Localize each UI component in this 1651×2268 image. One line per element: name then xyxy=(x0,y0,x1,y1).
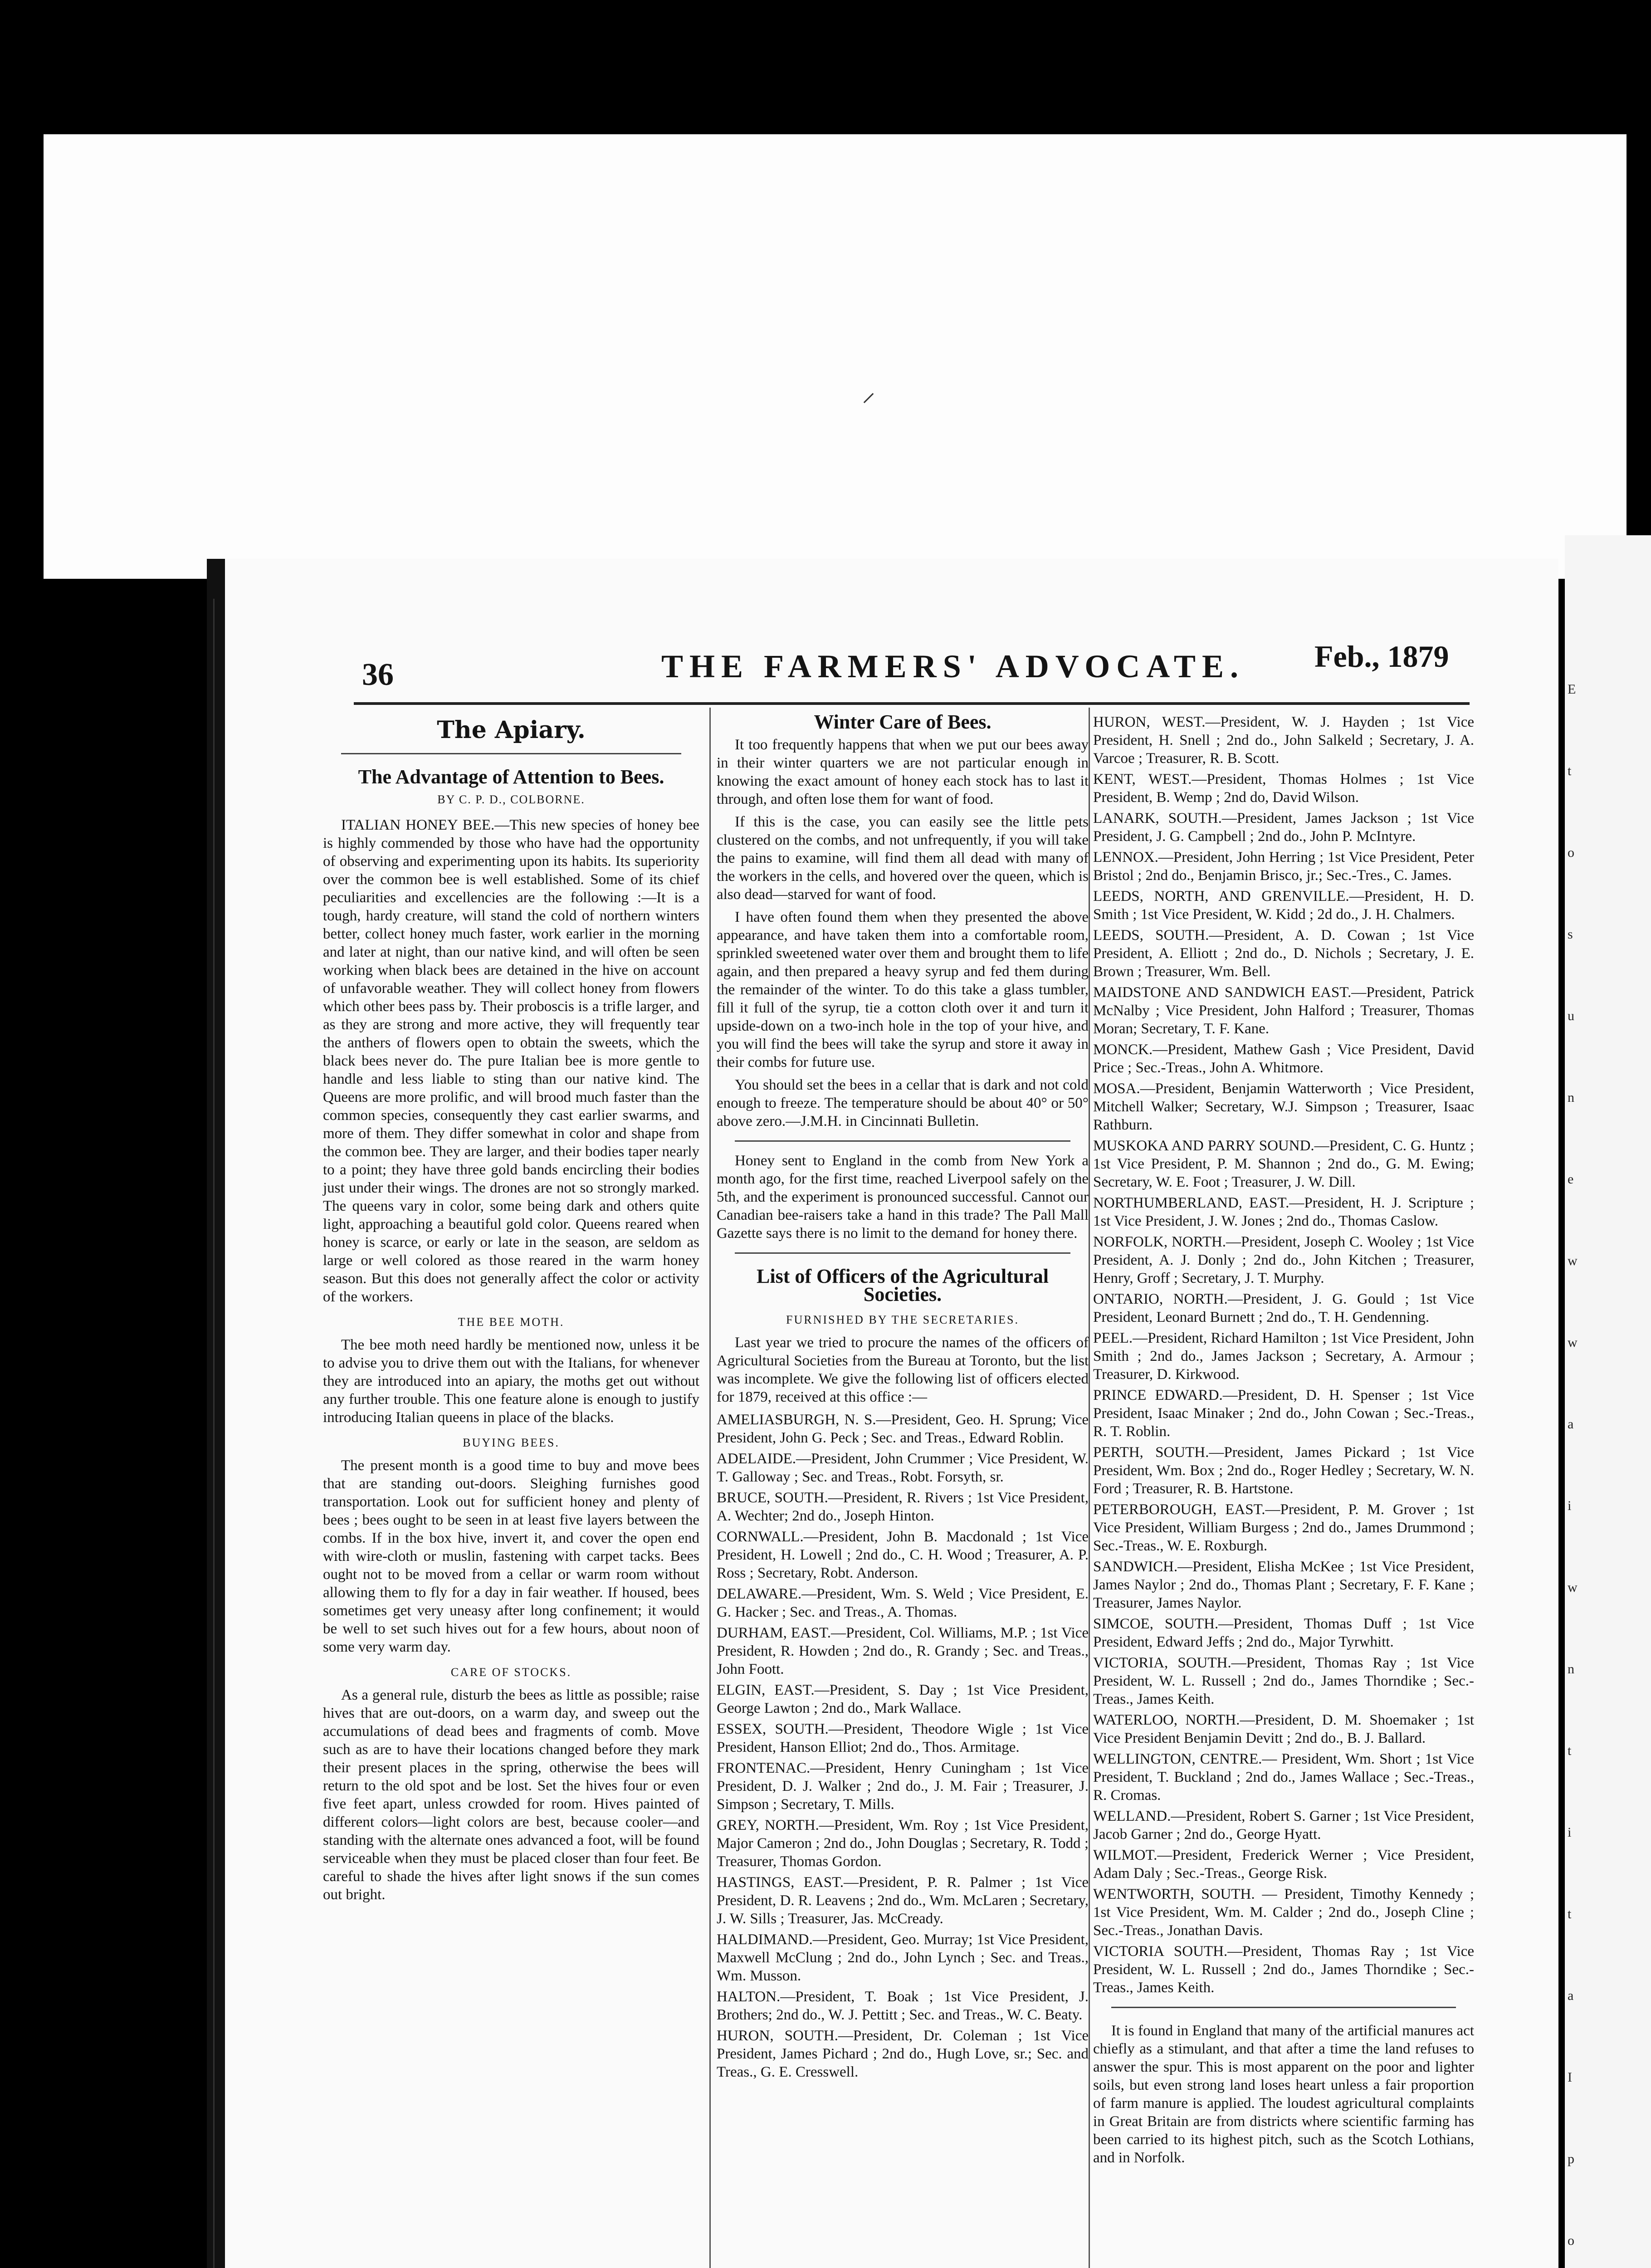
page-header xyxy=(362,639,1451,693)
officer-entry: LEEDS, SOUTH.—President, A. D. Cowan ; 1st Vice President, A. Elliott ; 2nd do., D. Nichols ; Secretary, J. E. Brown ; Treasurer, Wm. Bell. xyxy=(1093,927,1474,980)
officer-entry: GREY, NORTH.—President, Wm. Roy ; 1st Vice President, Major Cameron ; 2nd do., John Douglas ; Secretary, R. Todd ; Treasurer, Thomas Gordon. xyxy=(717,1817,1089,1870)
article-paragraph: The bee moth need hardly be mentioned now, unless it be to advise you to drive them out with the Italians, for whenever they are introduced into an apiary, the moths get out without any further trouble. This one feature alone is enough to justify introducing Italian queens in place of the blacks. xyxy=(323,1337,699,1426)
officer-entry: WATERLOO, NORTH.—President, D. M. Shoemaker ; 1st Vice President Benjamin Devitt ; 2nd do., B. J. Ballard. xyxy=(1093,1712,1474,1746)
officer-entry: WILMOT.—President, Frederick Werner ; Vice President, Adam Daly ; Sec.-Treas., George Risk. xyxy=(1093,1847,1474,1882)
officer-entry: MAIDSTONE AND SANDWICH EAST.—President, Patrick McNalby ; Vice President, John Halford ; Treasurer, Thomas Moran; Secretary, T. F. Kane. xyxy=(1093,984,1474,1037)
officer-entry: HALTON.—President, T. Boak ; 1st Vice President, J. Brothers; 2nd do., W. J. Pettitt ; Sec. and Treas., W. C. Beaty. xyxy=(717,1989,1089,2023)
article-paragraph: It too frequently happens that when we put our bees away in their winter quarters we are not particular enough in knowing the exact amount of honey each stock has to last it through, and often lose them for want of food. xyxy=(717,737,1089,807)
facing-page-letter: t xyxy=(1568,763,1572,778)
officer-list xyxy=(717,1411,1089,2081)
subheading: CARE OF STOCKS. xyxy=(450,1666,572,1679)
binding-gutter xyxy=(213,599,215,2268)
officer-entry: VICTORIA, SOUTH.—President, Thomas Ray ; 1st Vice President, W. L. Russell ; 2nd do., James Thorndike ; Sec.-Treas., James Keith. xyxy=(1093,1655,1474,1707)
scan-dark-edge xyxy=(1627,134,1651,579)
facing-page-letter: s xyxy=(1568,927,1573,942)
article-paragraph: You should set the bees in a cellar that is dark and not cold enough to freeze. The temperature should be about 40° or 50° above zero.—J.M.H. in Cincinnati Bulletin. xyxy=(717,1077,1089,1129)
divider xyxy=(735,1252,1070,1254)
officer-entry: AMELIASBURGH, N. S.—President, Geo. H. Sprung; Vice President, John G. Peck ; Sec. and Treas., Edward Roblin. xyxy=(717,1412,1089,1446)
section-heading: The Apiary. xyxy=(437,716,586,744)
facing-page-letter: p xyxy=(1568,2151,1574,2166)
officer-list xyxy=(1093,713,1474,1997)
facing-page-letter: i xyxy=(1568,1825,1572,1840)
facing-page-letter: o xyxy=(1568,2233,1574,2248)
column-winter-care xyxy=(717,713,1089,2084)
facing-page-letter: I xyxy=(1568,2070,1572,2085)
column-rule-2 xyxy=(1089,708,1090,2268)
article-paragraph: The present month is a good time to buy and move bees that are standing out-doors. Sleighing furnishes good transportation. Look out for sufficient honey and plenty of bees ; bees ought to be seen in at least five layers between the combs. If in the box hive, invert it, and cover the open end with wire-cloth or muslin, fastening with carpet tacks. Bees ought not to be moved from a cellar or warm room without allowing them to fly for a day in fair weather. If housed, bees sometimes get very uneasy after long confinement; it would be well to set such hives out for a few hours, about noon of some very warm day. xyxy=(323,1457,699,1655)
facing-page-letter: t xyxy=(1568,1906,1572,1921)
facing-page-letter: e xyxy=(1568,1172,1574,1187)
officer-entry: ESSEX, SOUTH.—President, Theodore Wigle ; 1st Vice President, Hanson Elliot; 2nd do., Thos. Armitage. xyxy=(717,1721,1089,1755)
officer-entry: DELAWARE.—President, Wm. S. Weld ; Vice President, E. G. Hacker ; Sec. and Treas., A. Thomas. xyxy=(717,1586,1089,1620)
officer-entry: FRONTENAC.—President, Henry Cuningham ; 1st Vice President, D. J. Walker ; 2nd do., J. M. Fair ; Treasurer, J. Simpson ; Secretary, T. Mills. xyxy=(717,1760,1089,1813)
article-paragraph: It is found in England that many of the artificial manures act chiefly as a stimulant, and that after a time the land refuses to answer the spur. This is most apparent on the poor and lighter soils, but even strong land loses heart unless a fair proportion of farm manure is applied. The loudest agricultural complaints in Great Britain are from districts where scientific farming has been carried to its highest pitch, such as the Scotch Lothians, and in Norfolk. xyxy=(1093,2023,1474,2166)
facing-page-letter: w xyxy=(1568,1580,1578,1595)
facing-page-letter: a xyxy=(1568,1988,1574,2003)
article-paragraph: I have often found them when they presented the above appearance, and have taken them into a comfortable room, sprinkled sweetened water over them and brought them to life again, and then prepared a heavy syrup and fed them during the remainder of the winter. To do this take a glass tumbler, fill it full of the syrup, tie a cotton cloth over it and turn it upside-down on a two-inch hole in the top of your hive, and you will find the bees will take the syrup and store it away in their combs for future use. xyxy=(717,909,1089,1070)
divider xyxy=(1111,2007,1456,2008)
officer-entry: KENT, WEST.—President, Thomas Holmes ; 1st Vice President, B. Wemp ; 2nd do, David Wilson. xyxy=(1093,771,1474,806)
facing-page-letter: w xyxy=(1568,1335,1578,1350)
officer-entry: NORTHUMBERLAND, EAST.—President, H. J. Scripture ; 1st Vice President, J. W. Jones ; 2nd do., Thomas Caslow. xyxy=(1093,1195,1474,1229)
officer-entry: HASTINGS, EAST.—President, P. R. Palmer ; 1st Vice President, D. R. Leavens ; 2nd do., Wm. McLaren ; Secretary, J. W. Sills ; Treasurer, Jas. McCready. xyxy=(717,1874,1089,1927)
facing-page-letter: w xyxy=(1568,1253,1578,1268)
publication-title: THE FARMERS' ADVOCATE. xyxy=(661,648,1245,684)
subheading: THE BEE MOTH. xyxy=(458,1315,565,1329)
header-rule xyxy=(354,702,1470,705)
officer-entry: HALDIMAND.—President, Geo. Murray; 1st Vice President, Maxwell McClung ; 2nd do., John Lynch ; Sec. and Treas., Wm. Musson. xyxy=(717,1931,1089,1984)
officer-entry: HURON, SOUTH.—President, Dr. Coleman ; 1st Vice President, James Pichard ; 2nd do., Hugh Love, sr.; Sec. and Treas., G. E. Cresswell. xyxy=(717,2028,1089,2080)
officer-entry: WELLINGTON, CENTRE.— President, Wm. Short ; 1st Vice President, T. Buckland ; 2nd do., James Wallace ; Sec.-Treas., R. Cromas. xyxy=(1093,1751,1474,1804)
subheading: BUYING BEES. xyxy=(463,1436,560,1449)
officer-entry: DURHAM, EAST.—President, Col. Williams, M.P. ; 1st Vice President, R. Howden ; 2nd do., R. Grandy ; Sec. and Treas., John Foott. xyxy=(717,1625,1089,1677)
officer-entry: NORFOLK, NORTH.—President, Joseph C. Wooley ; 1st Vice President, A. J. Donly ; 2nd do., John Kitchen ; Treasurer, Henry, Groff ; Secretary, J. T. Murphy. xyxy=(1093,1234,1474,1286)
officer-entry: WELLAND.—President, Robert S. Garner ; 1st Vice President, Jacob Garner ; 2nd do., George Hyatt. xyxy=(1093,1808,1474,1843)
facing-page-letter: E xyxy=(1568,682,1576,697)
article-paragraph: ITALIAN HONEY BEE.—This new species of honey bee is highly commended by those who have had the opportunity of observing and experimenting upon its habits. Its superiority over the common bee is well established. Some of its chief peculiarities and excellencies are the following :—It is a tough, hardy creature, will stand the cold of northern winters better, collect honey much faster, work earlier in the morning and later at night, than our native kind, and will often be seen working when black bees are detained in the hive on account of unfavorable weather. They will collect honey from flowers which other bees pass by. Their proboscis is a trifle larger, and as they are strong and more active, they will frequently tear the anthers of flowers open to obtain the sweets, which the black bees never do. The pure Italian bee is more gentle to handle and less liable to sting than our native kind. The Queens are more prolific, and will brood much faster than the common species, consequently they cast earlier swarms, and more of them. They differ somewhat in color and shape from the common bee. They are larger, and their bodies taper nearly to a point; they have three gold bands encircling their bodies just under their wings. The drones are not so strongly marked. The queens vary in color, some being dark and others quite light, approaching a beautiful gold color. Queens reared when honey is scarce, or early or late in the season, are seldom as large or well colored as those reared in the warm honey season. But this does not generally affect the color or activity of the workers. xyxy=(323,817,699,1305)
officer-entry: PETERBOROUGH, EAST.—President, P. M. Grover ; 1st Vice President, William Burgess ; 2nd do., James Drummond ; Sec.-Treas., W. E. Roxburgh. xyxy=(1093,1501,1474,1554)
column-officers-continued xyxy=(1093,713,1474,2171)
officer-entry: PERTH, SOUTH.—President, James Pickard ; 1st Vice President, Wm. Box ; 2nd do., Roger Hedley ; Secretary, W. N. Ford ; Treasurer, R. B. Hartstone. xyxy=(1093,1444,1474,1497)
officer-entry: LENNOX.—President, John Herring ; 1st Vice President, Peter Bristol ; 2nd do., Benjamin Brisco, jr.; Sec.-Tres., C. James. xyxy=(1093,849,1474,884)
facing-page-letter: a xyxy=(1568,1417,1574,1432)
list-intro: Last year we tried to procure the names of the officers of Agricultural Societies from the Bureau at Toronto, but the list was incomplete. We give the following list of officers elected for 1879, received at this office :— xyxy=(717,1334,1089,1405)
article-paragraph: If this is the case, you can easily see the little pets clustered on the combs, and not unfrequently, if you will take the pains to examine, will find them all dead with many of the workers in the cells, and hovered over the queen, which is also dead—starved for want of food. xyxy=(717,814,1089,903)
officer-entry: MOSA.—President, Benjamin Watterworth ; Vice President, Mitchell Walker; Secretary, W.J. Simpson ; Treasurer, Isaac Rathburn. xyxy=(1093,1080,1474,1133)
officer-entry: MONCK.—President, Mathew Gash ; Vice President, David Price ; Sec.-Treas., John A. Whitmore. xyxy=(1093,1041,1474,1076)
facing-page-letter: n xyxy=(1568,1090,1574,1105)
officer-entry: CORNWALL.—President, John B. Macdonald ; 1st Vice President, H. Lowell ; 2nd do., C. H. Wood ; Treasurer, A. P. Ross ; Secretary, Robt. Anderson. xyxy=(717,1529,1089,1581)
facing-page-text xyxy=(1568,680,1640,2268)
officer-entry: SANDWICH.—President, Elisha McKee ; 1st Vice President, James Naylor ; 2nd do., Thomas Plant ; Secretary, F. F. Kane ; Treasurer, James Naylor. xyxy=(1093,1559,1474,1611)
officer-entry: MUSKOKA AND PARRY SOUND.—President, C. G. Huntz ; 1st Vice President, P. M. Shannon ; 2nd do., G. M. Ewing; Secretary, W. E. Foot ; Treasurer, J. W. Dill. xyxy=(1093,1138,1474,1190)
facing-page-letter: o xyxy=(1568,845,1574,860)
facing-page-letter: u xyxy=(1568,1008,1574,1023)
article-title: Winter Care of Bees. xyxy=(814,711,992,733)
column-apiary xyxy=(323,713,699,1908)
scan-background-top xyxy=(44,134,1627,579)
officer-entry: SIMCOE, SOUTH.—President, Thomas Duff ; 1st Vice President, Edward Jeffs ; 2nd do., Major Tyrwhitt. xyxy=(1093,1616,1474,1650)
officer-entry: ELGIN, EAST.—President, S. Day ; 1st Vice President, George Lawton ; 2nd do., Mark Wallace. xyxy=(717,1682,1089,1716)
facing-page-letter: t xyxy=(1568,1743,1572,1758)
facing-page-letter: n xyxy=(1568,1662,1574,1677)
officer-entry: PEEL.—President, Richard Hamilton ; 1st Vice President, John Smith ; 2nd do., James Jackson ; Secretary, A. Armour ; Treasurer, D. Kirkwood. xyxy=(1093,1330,1474,1383)
issue-date: Feb., 1879 xyxy=(1314,639,1449,674)
article-title: The Advantage of Attention to Bees. xyxy=(358,766,664,788)
divider xyxy=(735,1140,1070,1142)
officer-entry: LANARK, SOUTH.—President, James Jackson ; 1st Vice President, J. G. Campbell ; 2nd do., John P. McIntyre. xyxy=(1093,810,1474,845)
list-title: List of Officers of the Agricultural Societies. xyxy=(757,1265,1049,1305)
article-paragraph: As a general rule, disturb the bees as little as possible; raise hives that are out-doors, on a warm day, and sweep out the accumulations of dead bees and fragments of comb. Move such as are to have their locations changed before they mark their present places in the spring, otherwise the bees will return to the old spot and be lost. Set the hives four or even five feet apart, unless crowded for room. Hives painted of different colors—light colors are best, because cooler—and standing with the alternate ones advanced a foot, will be found serviceable when they must be placed closer than four feet. Be careful to shade the hives after light snows if the sun comes out bright. xyxy=(323,1687,699,1903)
column-rule-1 xyxy=(709,708,711,2268)
article-byline: BY C. P. D., COLBORNE. xyxy=(437,793,585,806)
officer-entry: ONTARIO, NORTH.—President, J. G. Gould ; 1st Vice President, Leonard Burnett ; 2nd do., T. H. Gendenning. xyxy=(1093,1291,1474,1325)
page-number: 36 xyxy=(362,657,394,692)
officer-entry: LEEDS, NORTH, AND GRENVILLE.—President, H. D. Smith ; 1st Vice President, W. Kidd ; 2d do., J. H. Chalmers. xyxy=(1093,888,1474,923)
officer-entry: BRUCE, SOUTH.—President, R. Rivers ; 1st Vice President, A. Wechter; 2nd do., Joseph Hinton. xyxy=(717,1490,1089,1524)
stray-mark: ⸝ xyxy=(862,377,875,407)
facing-page-letter: i xyxy=(1568,1498,1572,1513)
officer-entry: ADELAIDE.—President, John Crummer ; Vice President, W. T. Galloway ; Sec. and Treas., Robt. Forsyth, sr. xyxy=(717,1451,1089,1485)
divider xyxy=(341,753,681,754)
officer-entry: VICTORIA SOUTH.—President, Thomas Ray ; 1st Vice President, W. L. Russell ; 2nd do., James Thorndike ; Sec.-Treas., James Keith. xyxy=(1093,1943,1474,1996)
officer-entry: HURON, WEST.—President, W. J. Hayden ; 1st Vice President, H. Snell ; 2nd do., John Salkeld ; Secretary, J. A. Varcoe ; Treasurer, R. B. Scott. xyxy=(1093,714,1474,767)
article-paragraph: Honey sent to England in the comb from New York a month ago, for the first time, reached Liverpool safely on the 5th, and the experiment is pronounced successful. Cannot our Canadian bee-raisers take a hand in this trade? The Pall Mall Gazette says there is no limit to the demand for honey there. xyxy=(717,1153,1089,1242)
officer-entry: PRINCE EDWARD.—President, D. H. Spenser ; 1st Vice President, Isaac Minaker ; 2nd do., John Cowan ; Sec.-Treas., R. T. Roblin. xyxy=(1093,1387,1474,1440)
list-subheading: FURNISHED BY THE SECRETARIES. xyxy=(786,1313,1019,1326)
officer-entry: WENTWORTH, SOUTH. — President, Timothy Kennedy ; 1st Vice President, Wm. M. Calder ; 2nd do., Joseph Cline ; Sec.-Treas., Jonathan Davis. xyxy=(1093,1886,1474,1939)
